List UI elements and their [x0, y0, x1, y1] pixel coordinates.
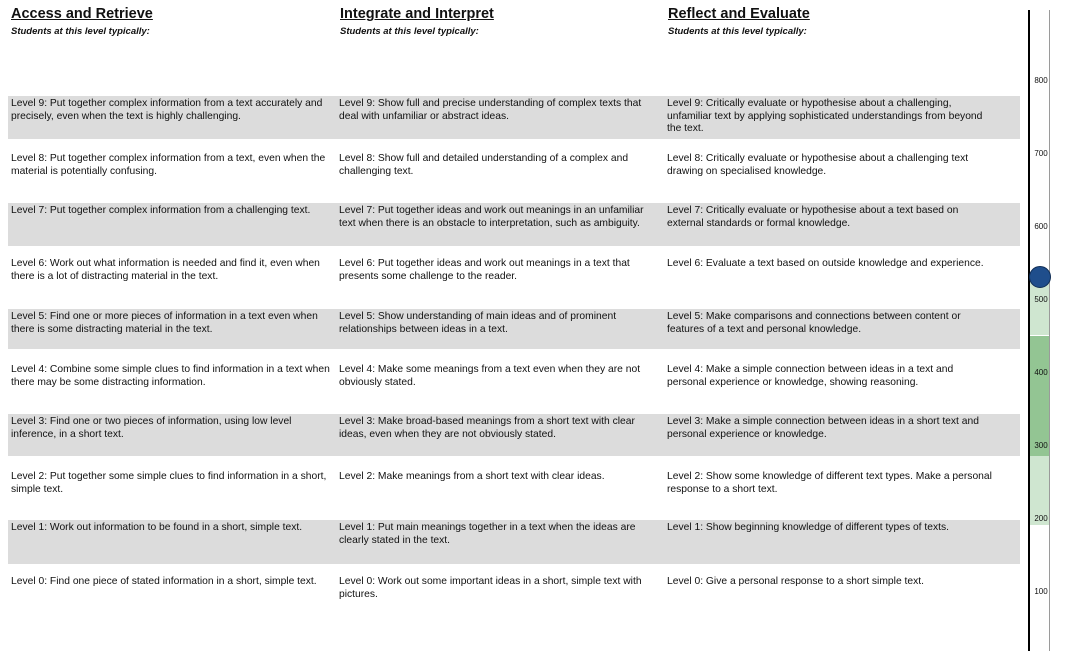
- header-access-retrieve: [11, 6, 153, 38]
- level-row-0: [8, 574, 1020, 614]
- integrate-cell: Level 1: Put main meanings together in a text when the ideas are clearly stated in the text.: [339, 522, 636, 546]
- access-cell: Level 2: Put together some simple clues to find information in a short, simple text.: [11, 471, 327, 495]
- access-cell: Level 5: Find one or more pieces of information in a text even when there is some distracting material in the text.: [11, 311, 318, 335]
- reflect-cell: Level 9: Critically evaluate or hypothesise about a challenging, unfamiliar text by applying sophisticated understandings from beyond the text.: [667, 98, 983, 135]
- integrate-cell: Level 8: Show full and detailed understanding of a complex and challenging text.: [339, 153, 629, 177]
- reflect-cell: Level 3: Make a simple connection between ideas in a short text and personal experience or knowledge.: [667, 416, 979, 440]
- column-title: Integrate and Interpret: [340, 6, 494, 22]
- column-title: Access and Retrieve: [11, 6, 153, 22]
- reflect-cell: Level 5: Make comparisons and connections between content or features of a text and personal knowledge.: [667, 311, 961, 335]
- level-row-4: [8, 362, 1020, 402]
- column-subtitle: Students at this level typically:: [340, 26, 479, 37]
- header-reflect-evaluate: [668, 6, 810, 38]
- level-row-8: [8, 151, 1020, 191]
- scale-tick-500: 500: [1034, 295, 1048, 304]
- reflect-cell: Level 2: Show some knowledge of different text types. Make a personal response to a short text.: [667, 471, 992, 495]
- scale-tick-600: 600: [1034, 222, 1048, 231]
- integrate-cell: Level 2: Make meanings from a short text with clear ideas.: [339, 471, 605, 482]
- scale-tick-300: 300: [1034, 441, 1048, 450]
- scale-tick-400: 400: [1034, 368, 1048, 377]
- level-row-7: [8, 203, 1020, 246]
- column-subtitle: Students at this level typically:: [668, 26, 807, 37]
- integrate-cell: Level 4: Make some meanings from a text even when they are not obviously stated.: [339, 364, 641, 388]
- access-cell: Level 8: Put together complex information from a text, even when the material is potentially confusing.: [11, 153, 326, 177]
- level-row-6: [8, 256, 1020, 296]
- reflect-cell: Level 0: Give a personal response to a short simple text.: [667, 576, 924, 587]
- scale-tick-200: 200: [1034, 514, 1048, 523]
- scale-frame: [1030, 10, 1050, 651]
- reflect-cell: Level 8: Critically evaluate or hypothesise about a challenging text drawing on specialised knowledge.: [667, 153, 969, 177]
- access-cell: Level 3: Find one or two pieces of information, using low level inference, in a short text.: [11, 416, 292, 440]
- scale-tick-800: 800: [1034, 76, 1048, 85]
- access-cell: Level 6: Work out what information is needed and find it, even when there is a lot of distracting material in the text.: [11, 258, 320, 282]
- level-row-9: [8, 96, 1020, 139]
- level-row-2: [8, 469, 1020, 509]
- access-cell: Level 9: Put together complex information from a text accurately and precisely, even when the text is highly challenging.: [11, 98, 323, 122]
- integrate-cell: Level 0: Work out some important ideas in a short, simple text with pictures.: [339, 576, 642, 600]
- level-row-3: [8, 414, 1020, 456]
- scale-axis-line: [1028, 10, 1030, 651]
- access-cell: Level 7: Put together complex information from a challenging text.: [11, 205, 311, 216]
- reflect-cell: Level 6: Evaluate a text based on outside knowledge and experience.: [667, 258, 984, 269]
- integrate-cell: Level 5: Show understanding of main ideas and of prominent relationships between ideas in a text.: [339, 311, 617, 335]
- access-cell: Level 0: Find one piece of stated information in a short, simple text.: [11, 576, 317, 587]
- integrate-cell: Level 7: Put together ideas and work out meanings in an unfamiliar text when there is an obstacle to interpretation, such as ambiguity.: [339, 205, 644, 229]
- column-title: Reflect and Evaluate: [668, 6, 810, 22]
- reflect-cell: Level 7: Critically evaluate or hypothesise about a text based on external standards or formal knowledge.: [667, 205, 959, 229]
- reflect-cell: Level 1: Show beginning knowledge of different types of texts.: [667, 522, 950, 533]
- integrate-cell: Level 6: Put together ideas and work out meanings in a text that presents some challenge to the reader.: [339, 258, 630, 282]
- access-cell: Level 1: Work out information to be found in a short, simple text.: [11, 522, 303, 533]
- scale-tick-100: 100: [1034, 587, 1048, 596]
- level-row-1: [8, 520, 1020, 564]
- integrate-cell: Level 3: Make broad-based meanings from a short text with clear ideas, even when they are not obviously stated.: [339, 416, 635, 440]
- access-cell: Level 4: Combine some simple clues to find information in a text when there may be some distracting information.: [11, 364, 330, 388]
- column-subtitle: Students at this level typically:: [11, 26, 150, 37]
- score-marker: [1029, 266, 1051, 288]
- reflect-cell: Level 4: Make a simple connection between ideas in a text and personal experience or knowledge, showing reasoning.: [667, 364, 954, 388]
- level-row-5: [8, 309, 1020, 349]
- scale-tick-700: 700: [1034, 149, 1048, 158]
- header-integrate-interpret: [340, 6, 494, 38]
- integrate-cell: Level 9: Show full and precise understanding of complex texts that deal with unfamiliar or abstract ideas.: [339, 98, 642, 122]
